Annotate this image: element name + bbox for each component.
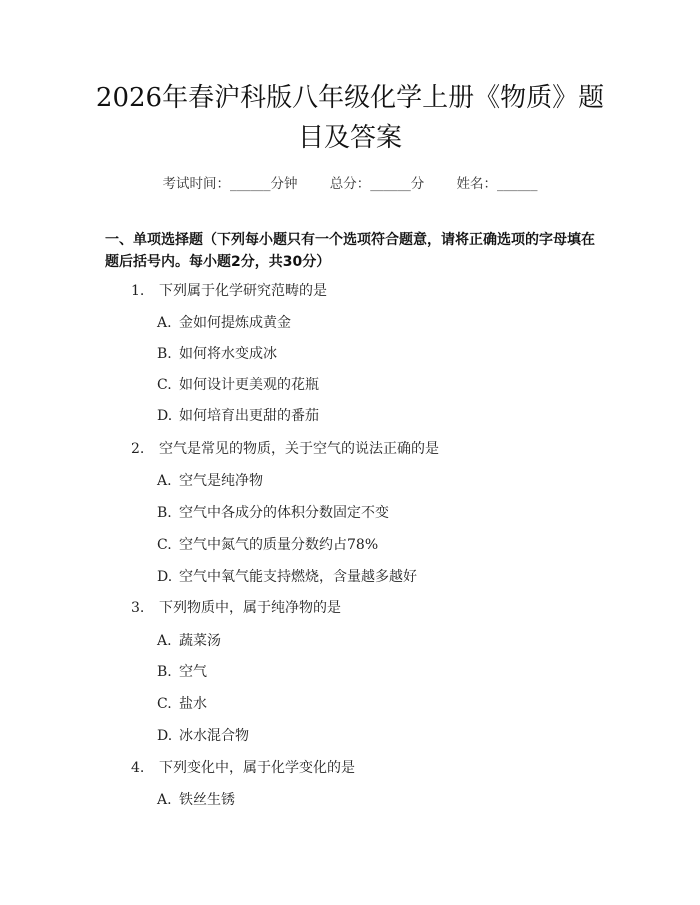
option-text: 盐水 [179,696,207,712]
option-text: 如何将水变成冰 [179,346,277,362]
option-letter: A. [157,315,172,331]
option-letter: C. [157,377,172,393]
question-number: 3. [131,600,145,616]
option-text: 空气中各成分的体积分数固定不变 [179,505,389,521]
option-letter: B. [157,664,172,680]
option-letter: C. [157,696,172,712]
option-text: 冰水混合物 [179,728,249,744]
option-text: 空气中氮气的质量分数约占78% [179,537,379,553]
total-score-field: 总分：______分 [329,176,425,192]
question-text: 下列属于化学研究范畴的是 [159,283,327,299]
option-letter: D. [157,569,173,585]
question-3-option-d [157,726,249,746]
page-title [80,78,620,158]
option-text: 空气 [179,664,207,680]
question-1-option-b [157,344,277,364]
option-text: 铁丝生锈 [179,792,235,808]
option-letter: C. [157,537,172,553]
question-4-option-a [157,790,235,810]
question-1-option-c [157,375,319,395]
option-text: 如何设计更美观的花瓶 [179,377,319,393]
title-line-2: 目及答案 [297,123,402,153]
option-letter: A. [157,473,172,489]
question-2-option-b [157,503,389,523]
question-1-option-a [157,313,291,333]
option-letter: D. [157,728,173,744]
question-number: 2. [131,441,145,457]
option-letter: A. [157,792,172,808]
option-text: 如何培育出更甜的番茄 [179,408,319,424]
title-line-1: 2026年春沪科版八年级化学上册《物质》题 [95,83,605,113]
option-text: 空气中氧气能支持燃烧，含量越多越好 [179,569,417,585]
option-text: 金如何提炼成黄金 [179,315,291,331]
exam-meta [0,172,700,192]
question-number: 4. [131,760,145,776]
question-3-option-a [157,631,221,651]
question-3 [131,598,341,618]
option-text: 空气是纯净物 [179,473,263,489]
exam-time-field: 考试时间：______分钟 [162,176,298,192]
question-2-option-d [157,567,417,587]
question-1 [131,281,327,301]
option-letter: B. [157,346,172,362]
question-2 [131,439,439,459]
section-header: 一、单项选择题（下列每小题只有一个选项符合题意，请将正确选项的字母填在题后括号内。每小题2分，共30分） [105,232,595,270]
option-letter: B. [157,505,172,521]
question-3-option-b [157,662,207,682]
question-4 [131,758,355,778]
question-number: 1. [131,283,145,299]
question-text: 下列物质中，属于纯净物的是 [159,600,341,616]
name-field: 姓名：______ [456,176,538,192]
question-3-option-c [157,694,207,714]
option-letter: A. [157,633,172,649]
question-text: 空气是常见的物质，关于空气的说法正确的是 [159,441,439,457]
option-text: 蔬菜汤 [179,633,221,649]
option-letter: D. [157,408,173,424]
question-1-option-d [157,406,319,426]
question-2-option-c [157,535,378,555]
question-text: 下列变化中，属于化学变化的是 [159,760,355,776]
question-2-option-a [157,471,263,491]
